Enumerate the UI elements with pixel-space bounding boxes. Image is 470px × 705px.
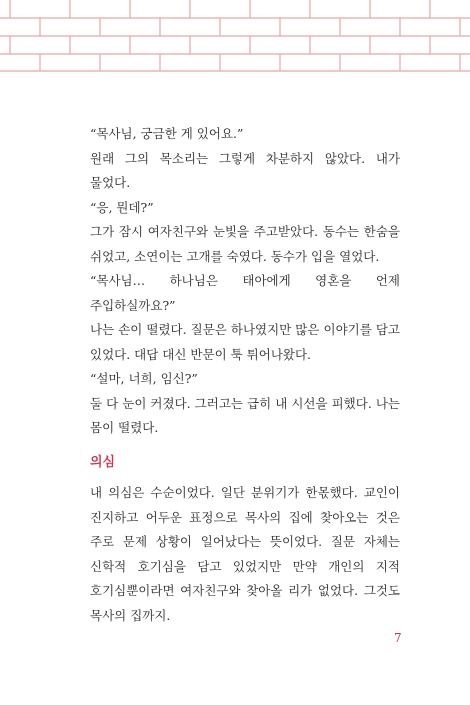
paragraph: 그가 잠시 여자친구와 눈빛을 주고받았다. 동수는 한숨을 쉬었고, 소연이는 고개를 숙였다. 동수가 입을 열었다. bbox=[90, 224, 400, 264]
brick-lines bbox=[0, 0, 470, 71]
section-title: 의심 bbox=[90, 455, 116, 470]
paragraph: 나는 손이 떨렸다. 질문은 하나였지만 많은 이야기를 담고 있었다. 대답 대신 반문이 툭 튀어나왔다. bbox=[90, 322, 400, 362]
body-text bbox=[90, 122, 400, 441]
paragraph: “응, 뭔데?” bbox=[90, 199, 154, 215]
page-number: 7 bbox=[394, 631, 402, 645]
paragraph: “설마, 너희, 임신?” bbox=[90, 371, 198, 386]
paragraph: 둘 다 눈이 커졌다. 그러고는 급히 내 시선을 피했다. 나는 몸이 떨렸다. bbox=[90, 395, 400, 435]
paragraph: “목사님… 하나님은 태아에게 영혼을 언제 주입하실까요?” bbox=[90, 273, 400, 313]
paragraph: 원래 그의 목소리는 그렇게 차분하지 않았다. 내가 물었다. bbox=[90, 150, 400, 190]
paragraph: “목사님, 궁금한 게 있어요.” bbox=[90, 126, 244, 141]
section-doubt bbox=[90, 451, 400, 628]
brick-wall-header bbox=[0, 0, 470, 72]
section-paragraph: 내 의심은 수순이었다. 일단 분위기가 한몫했다. 교인이 진지하고 어두운 표정으로 목사의 집에 찾아오는 것은 주로 문제 상황이 일어났다는 뜻이었다. 질문 자체는 신학적 호기심을 담고 있었지만 만약 개인의 지적 호기심뿐이라면 여자친구와 찾아올 리가 없었다. 그것도 목사의 집까지. bbox=[90, 485, 400, 623]
